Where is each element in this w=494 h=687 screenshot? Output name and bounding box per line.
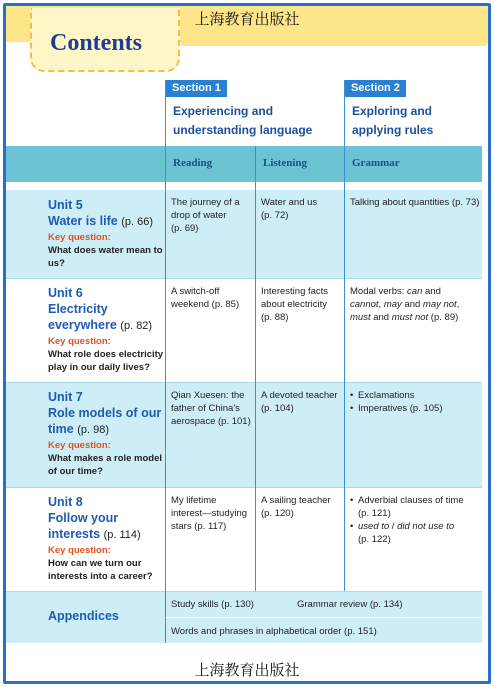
grammar-italic: used to: [358, 521, 390, 532]
unit-7-reading-line: Qian Xuesen: the: [171, 390, 245, 401]
unit-5-name: [48, 213, 164, 230]
unit-5-listening: [261, 196, 341, 222]
unit-5-reading: [171, 196, 251, 235]
unit-8-grammar-line: • Adverbial clauses of time: [358, 495, 464, 506]
unit-8-listening: [261, 494, 343, 520]
unit-5-grammar-line: Talking about quantities (p. 73): [350, 197, 480, 208]
unit-6-grammar-line3: [350, 311, 482, 324]
unit-5-listening-line: (p. 72): [261, 210, 289, 221]
unit-6-listening-line: Interesting facts: [261, 286, 329, 297]
unit-8-grammar-line: [358, 520, 480, 533]
unit-6-grammar: [350, 285, 482, 324]
unit-7-key-question-line2: of our time?: [48, 466, 103, 477]
column-header-grammar: Grammar: [352, 157, 400, 169]
unit-6-name-text: everywhere: [48, 318, 117, 332]
unit-6-block: [48, 285, 164, 374]
unit-6-listening-line: (p. 88): [261, 312, 289, 323]
unit-7-listening-line: (p. 104): [261, 403, 294, 414]
unit-7-reading-line: father of China's: [171, 403, 240, 414]
header-band-extension: [181, 36, 488, 46]
unit-8-reading-line: stars (p. 117): [171, 521, 227, 532]
unit-6-grammar-line2: [350, 298, 482, 311]
unit-5-reading-line: drop of water: [171, 210, 227, 221]
grammar-italic: may not: [422, 299, 457, 310]
unit-5-grammar: [350, 196, 480, 209]
section-1-title-line2: understanding language: [173, 123, 313, 137]
grammar-text: (p. 89): [428, 312, 459, 323]
unit-6-listening: [261, 285, 341, 324]
grammar-italic: must: [350, 312, 371, 323]
grammar-italic: can: [407, 286, 423, 297]
unit-8-grammar-item: [350, 494, 480, 520]
appendices-label: Appendices: [48, 609, 119, 623]
unit-8-grammar: [350, 494, 480, 546]
unit-6-name-line1: Electricity: [48, 302, 108, 316]
unit-8-reading-line: My lifetime: [171, 495, 217, 506]
unit-8-grammar-item: [350, 520, 480, 546]
column-divider-3: [344, 80, 345, 591]
unit-8-number: Unit 8: [48, 495, 83, 509]
unit-5-key-question-line2: us?: [48, 258, 65, 269]
grammar-text: ,: [378, 299, 384, 310]
unit-5-key-question-line1: What does water mean to: [48, 245, 163, 256]
unit-7-page: (p. 98): [77, 424, 109, 436]
unit-5-page: (p. 66): [121, 216, 153, 228]
column-header-reading: Reading: [173, 157, 213, 169]
unit-6-reading-line: A switch-off: [171, 286, 220, 297]
unit-8-name-text: interests: [48, 527, 101, 541]
section-2-badge: Section 2: [345, 80, 406, 97]
unit-6-listening-line: about electricity: [261, 299, 328, 310]
grammar-text: Modal verbs:: [350, 286, 408, 297]
unit-7-listening-line: A devoted teacher: [261, 390, 338, 401]
unit-8-key-question-label: Key question:: [48, 545, 111, 556]
grammar-text: and: [370, 312, 392, 323]
unit-8-page: (p. 114): [103, 529, 141, 541]
unit-8-name-line2: [48, 526, 164, 543]
unit-8-reading-line: interest—studying: [171, 508, 248, 519]
unit-6-page: (p. 82): [120, 320, 153, 332]
column-divider-1: [165, 80, 166, 643]
unit-7-number: Unit 7: [48, 390, 83, 404]
appendix-words-and-phrases: Words and phrases in alphabetical order (p. 151): [171, 626, 377, 637]
unit-6-reading-line: weekend (p. 85): [171, 299, 240, 310]
grammar-text: /: [389, 521, 398, 532]
column-header-strip: [6, 146, 482, 182]
grammar-italic: did not use to: [397, 521, 455, 532]
appendix-grammar-review: Grammar review (p. 134): [297, 599, 403, 610]
column-divider-2: [255, 146, 256, 591]
unit-7-name-line1: Role models of our: [48, 406, 162, 420]
section-2-title: [352, 102, 433, 140]
unit-5-block: [48, 197, 164, 270]
section-1-badge: Section 1: [166, 80, 227, 97]
unit-7-block: [48, 389, 164, 478]
unit-7-grammar-list: [350, 389, 480, 415]
unit-7-grammar-item: • Exclamations: [350, 389, 480, 402]
unit-5-name-text: Water is life: [48, 214, 118, 228]
unit-8-listening-line: (p. 120): [261, 508, 294, 519]
row-divider: [6, 382, 482, 383]
unit-7-grammar: [350, 389, 480, 415]
column-header-listening: Listening: [263, 157, 308, 169]
publisher-watermark-bottom: 上海教育出版社: [194, 661, 300, 679]
grammar-italic: must not: [391, 312, 429, 323]
grammar-italic: cannot: [350, 299, 379, 310]
unit-8-name-line1: Follow your: [48, 511, 119, 525]
unit-7-name-line2: [48, 421, 164, 438]
page-title: Contents: [50, 30, 143, 56]
publisher-watermark-top: 上海教育出版社: [194, 10, 300, 28]
unit-8-grammar-list: [350, 494, 480, 546]
section-2-title-line2: applying rules: [352, 123, 434, 137]
unit-7-key-question-label: Key question:: [48, 440, 111, 451]
unit-5-reading-line: (p. 69): [171, 223, 199, 234]
row-divider: [6, 487, 482, 488]
unit-6-key-question-line2: play in our daily lives?: [48, 362, 150, 373]
section-1-title-line1: Experiencing and: [173, 104, 274, 118]
unit-6-name-line2: [48, 317, 164, 334]
unit-7-reading: [171, 389, 253, 428]
unit-6-reading: [171, 285, 251, 311]
section-2-title-line1: Exploring and: [352, 104, 433, 118]
unit-5-key-question-label: Key question:: [48, 232, 111, 243]
unit-6-key-question-label: Key question:: [48, 336, 111, 347]
unit-8-key-question-line1: How can we turn our: [48, 558, 142, 569]
unit-8-block: [48, 494, 164, 583]
unit-5-reading-line: The journey of a: [171, 197, 240, 208]
unit-6-grammar-line1: [350, 285, 482, 298]
unit-8-key-question-line2: interests into a career?: [48, 571, 153, 582]
grammar-text: ,: [456, 299, 460, 310]
grammar-text: and: [422, 286, 441, 297]
grammar-text: and: [401, 299, 423, 310]
appendices-divider: [166, 617, 482, 618]
row-divider: [6, 278, 482, 279]
unit-5-number: Unit 5: [48, 198, 83, 212]
unit-6-key-question-line1: What role does electricity: [48, 349, 164, 360]
unit-8-grammar-line: (p. 121): [358, 508, 391, 519]
unit-7-name-text: time: [48, 422, 74, 436]
unit-8-listening-line: A sailing teacher: [261, 495, 331, 506]
unit-7-reading-line: aerospace (p. 101): [171, 416, 251, 427]
appendix-study-skills: Study skills (p. 130): [171, 599, 254, 610]
unit-7-key-question-line1: What makes a role model: [48, 453, 163, 464]
unit-8-reading: [171, 494, 253, 533]
unit-6-number: Unit 6: [48, 286, 83, 300]
unit-8-grammar-line: (p. 122): [358, 534, 391, 545]
unit-7-grammar-item: • Imperatives (p. 105): [350, 402, 480, 415]
row-divider: [6, 591, 482, 592]
grammar-italic: may: [383, 299, 402, 310]
unit-5-listening-line: Water and us: [261, 197, 318, 208]
section-1-title: [173, 102, 312, 140]
unit-7-listening: [261, 389, 343, 415]
